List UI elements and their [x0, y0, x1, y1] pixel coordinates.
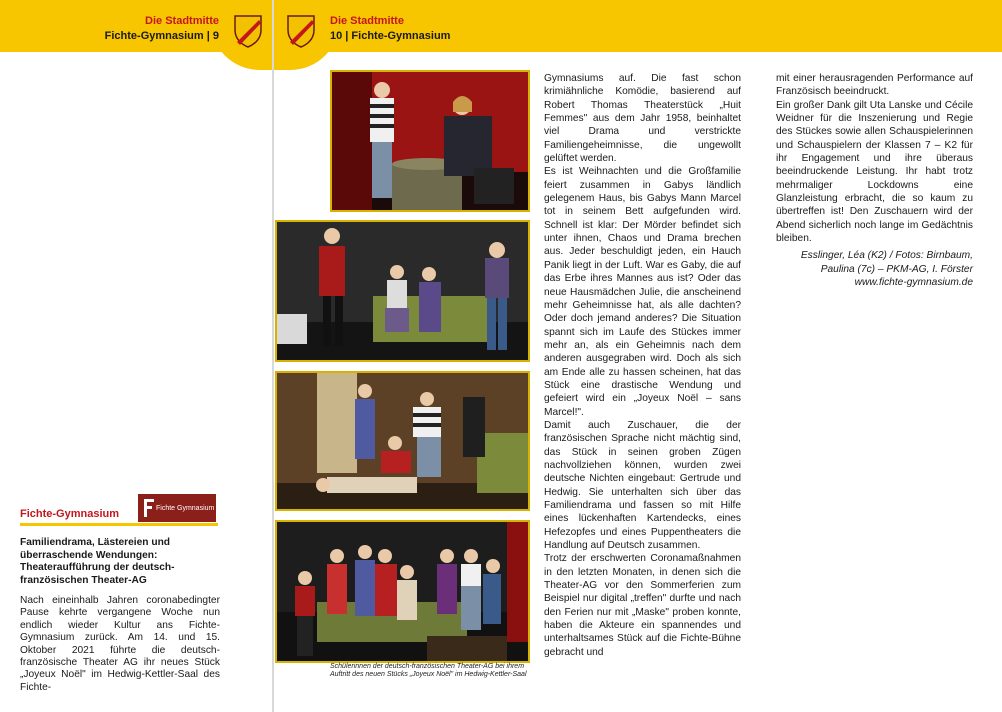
- photo-sofa-scene: [275, 220, 530, 362]
- brand-underline: [20, 523, 218, 526]
- school-brand: [20, 494, 218, 524]
- article-intro: Nach eineinhalb Jahren coronabedingter Pause kehrte vergangene Woche nun endlich wieder Kultur ans Fichte-Gymnasium zurück. Am 14. und 15. Oktober 2021 führte die deutsch-französische Theater AG ihr neues Stück „Joyeux Noël" im Hedwig-Kettler-Saal des Fichte-: [20, 595, 220, 693]
- website-link[interactable]: www.fichte-gymnasium.de: [854, 277, 973, 289]
- school-logo-text: Fichte Gymnasium: [156, 505, 215, 512]
- photo-floor-scene: [275, 371, 530, 511]
- paragraph: mit einer herausragenden Performance auf Französisch beeindruckt.: [776, 73, 973, 98]
- credit-line: Paulina (7c) – PKM-AG, I. Förster: [820, 263, 973, 275]
- photo-caption: Schülerinnen der deutsch-französischen Theater-AG bei ihrem Auftritt des neuen Stücks „Joyeux Noël" im Hedwig-Kettler-Saal: [330, 663, 527, 678]
- magazine-title-right: Die Stadtmitte: [330, 15, 404, 27]
- page-header-right: [330, 14, 450, 44]
- coat-of-arms-icon: [233, 14, 263, 48]
- page-number-right: 10 | Fichte-Gymnasium: [330, 30, 451, 42]
- photo-ensemble: [275, 520, 530, 663]
- credit-line: Esslinger, Léa (K2) / Fotos: Birnbaum,: [800, 250, 973, 262]
- article-column-middle: [544, 72, 741, 659]
- magazine-title-left: Die Stadtmitte: [145, 15, 219, 27]
- school-logo: [138, 494, 216, 522]
- paragraph: Ein großer Dank gilt Uta Lanske und Cécile Weidner für die Inszenierung und Regie des Stückes sowie allen Schauspielerinnen und Schauspielern der Klassen 7 – K2 für ihr Engagement und ihre überaus beeindruckende Leistung. Ihr habt trotz mehrmaliger Lockdowns eine Glanzleistung erbracht, die so kaum zu übertreffen ist! Den Zuschauern wird der Abend sicherlich noch lange im Gedächtnis bleiben.: [776, 99, 973, 245]
- header-hump-left: [210, 20, 340, 70]
- paragraph: Trotz der erschwerten Coronamaßnahmen in den letzten Monaten, in denen sich die Theater-AG vor den Sommerferien zum Beispiel nur digital „treffen" durfte und nach den Ferien nur mit „Maske" proben konnte, haben die Akteure ein spannendes und unterhaltsames Stück auf die Fichte-Bühne gebracht und: [544, 553, 741, 658]
- paragraph: Es ist Weihnachten und die Großfamilie feiert zusammen in Gabys ländlich gelegenem Haus, bis Gabys Mann Marcel tot in seinem Bett aufgefunden wird. Schnell ist klar: Der Mörder befindet sich unter ihnen, Chaos und Drama brechen aus. Jeder beschuldigt jeden, ein Hauch Panik liegt in der Luft. War es Gaby, die auf das Erbe ihres Mannes aus ist? Oder das neue Hausmädchen Julie, die anscheinend mehr Geheimnisse hat, als alle dachten? Oder doch jemand anderes? Die Situation spannt sich im Laufe des Stückes immer mehr an, als ein Geheimnis nach dem anderen ausgegraben wird. Doch als sich am Ende alle zu hassen scheinen, hat das Stück eine drastische Wendung und gefeiert wird ein „Joyeux Noël – sans Marcel!".: [544, 166, 741, 418]
- paragraph: Gymnasiums auf. Die fast schon krimiähnliche Komödie, basierend auf Robert Thomas Theaterstück „Huit Femmes" aus dem Jahr 1958, beinhaltet viel Drama und verstrickte Familiengeheimnisse, die ungewollt gelüftet werden.: [544, 73, 741, 165]
- paragraph: Damit auch Zuschauer, die der französischen Sprache nicht mächtig sind, das Stück in seinen groben Zügen nachvollziehen können, wurden zwei deutsche Nichten eingebaut: Gertrude und Hedwig. Sie unterhalten sich über das Familiendrama und fassen so mit Hilfe eines lückenhaften Kartendecks, eines Hefezopfes und eines Puppentheaters die Handlung auf Deutsch zusammen.: [544, 419, 741, 552]
- article-column-right: [776, 72, 973, 290]
- author-credit: [776, 249, 973, 289]
- coat-of-arms-icon: [286, 14, 316, 48]
- article-headline: Familiendrama, Lästereien und überraschende Wendungen: Theateraufführung der deutsch-französischen Theater-AG: [20, 537, 175, 586]
- page-number-left: Fichte-Gymnasium | 9: [104, 30, 219, 42]
- photo-stage-table: [330, 70, 530, 212]
- page-gutter: [272, 0, 274, 712]
- school-name: Fichte-Gymnasium: [20, 508, 120, 520]
- page-header-left: [105, 14, 219, 44]
